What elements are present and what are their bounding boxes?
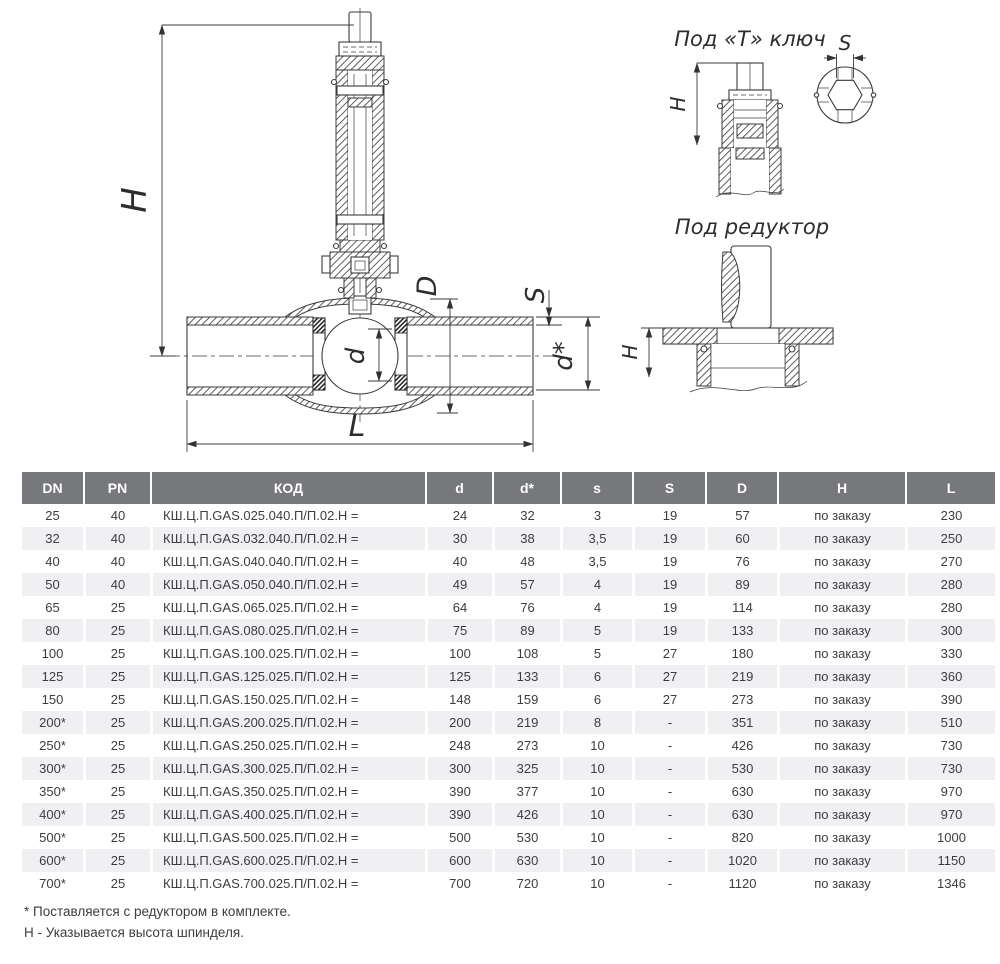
cell-s-small: 10 — [560, 872, 632, 895]
cell-pn: 25 — [83, 596, 150, 619]
cell-d-star: 48 — [492, 550, 560, 573]
cell-kod: КШ.Ц.П.GAS.700.025.П/П.02.Н = — [150, 872, 425, 895]
dimension-d-star — [536, 317, 600, 390]
t-key-detail — [666, 27, 876, 197]
cell-dn: 25 — [45, 508, 60, 523]
dim-label-H: H — [115, 187, 155, 213]
cell-d-big: 351 — [705, 711, 777, 734]
cell-pn: 25 — [83, 872, 150, 895]
cell-s-big: 27 — [632, 688, 705, 711]
cell-s-small: 3 — [560, 504, 632, 527]
spec-table-body — [22, 504, 995, 895]
cell-d-big: 76 — [705, 550, 777, 573]
cell-l: 970 — [905, 803, 995, 826]
cell-s-big: - — [632, 780, 705, 803]
cell-d-big: 1020 — [705, 849, 777, 872]
cell-d: 24 — [425, 504, 492, 527]
cell-l: 730 — [905, 734, 995, 757]
cell-d: 248 — [425, 734, 492, 757]
cell-pn: 25 — [83, 642, 150, 665]
cell-s-big: 19 — [632, 573, 705, 596]
cell-h: по заказу — [777, 596, 905, 619]
cell-pn: 25 — [83, 780, 150, 803]
table-row — [22, 573, 995, 596]
cell-dn: 80 — [22, 619, 83, 642]
cell-d-star: 325 — [492, 757, 560, 780]
cell-kod: КШ.Ц.П.GAS.500.025.П/П.02.Н = — [150, 826, 425, 849]
cell-h: по заказу — [777, 665, 905, 688]
footnotes — [24, 901, 291, 943]
cell-d: 40 — [425, 550, 492, 573]
cell-dn: 600* — [22, 849, 83, 872]
cell-h: по заказу — [777, 780, 905, 803]
cell-s-small: 10 — [560, 826, 632, 849]
cell-d-star: 377 — [492, 780, 560, 803]
cell-s-small: 10 — [560, 734, 632, 757]
cell-pn: 40 — [83, 527, 150, 550]
cell-kod: КШ.Ц.П.GAS.400.025.П/П.02.Н = — [150, 803, 425, 826]
cell-d: 300 — [425, 757, 492, 780]
cell-pn: 25 — [83, 688, 150, 711]
cell-l: 510 — [905, 711, 995, 734]
t-key-title: Под «Т» ключ — [674, 27, 826, 51]
cell-s-big: - — [632, 872, 705, 895]
cell-l: 1000 — [905, 826, 995, 849]
cell-d-big: 89 — [705, 573, 777, 596]
cell-d: 125 — [425, 665, 492, 688]
cell-pn: 25 — [83, 803, 150, 826]
cell-s-big: - — [632, 803, 705, 826]
cell-dn: 50 — [22, 573, 83, 596]
cell-kod: КШ.Ц.П.GAS.080.025.П/П.02.Н = — [150, 619, 425, 642]
cell-dn: 400* — [22, 803, 83, 826]
table-row — [22, 849, 995, 872]
dim-label-d-bore: d — [341, 347, 371, 365]
cell-l: 280 — [905, 573, 995, 596]
table-row — [22, 872, 995, 895]
reducer-detail — [618, 215, 833, 392]
cell-l: 1150 — [905, 849, 995, 872]
cell-d-big: 1120 — [705, 872, 777, 895]
col-header-kod: КОД — [150, 472, 425, 504]
cell-d-big: 114 — [705, 596, 777, 619]
cell-s-big: - — [632, 849, 705, 872]
cell-kod: КШ.Ц.П.GAS.250.025.П/П.02.Н = — [150, 734, 425, 757]
cell-d-big: 820 — [705, 826, 777, 849]
cell-s-big: - — [632, 711, 705, 734]
cell-d-star: 630 — [492, 849, 560, 872]
table-row — [22, 665, 995, 688]
cell-s-small: 3,5 — [560, 527, 632, 550]
cell-s-big: - — [632, 734, 705, 757]
cell-d: 700 — [425, 872, 492, 895]
cell-d-big: 219 — [705, 665, 777, 688]
cell-d-big: 630 — [705, 780, 777, 803]
cell-d-star: 57 — [492, 573, 560, 596]
cell-h: по заказу — [777, 688, 905, 711]
cell-s-big: - — [632, 826, 705, 849]
cell-kod: КШ.Ц.П.GAS.025.040.П/П.02.Н = — [150, 504, 425, 527]
cell-h: по заказу — [777, 504, 905, 527]
col-header-dn: DN — [22, 472, 83, 504]
cell-d: 200 — [425, 711, 492, 734]
cell-dn: 350* — [39, 784, 66, 799]
cell-pn: 25 — [83, 849, 150, 872]
cell-l: 970 — [905, 780, 995, 803]
cell-s-big: 19 — [632, 619, 705, 642]
cell-dn: 250* — [39, 738, 66, 753]
col-header-l: L — [905, 472, 995, 504]
cell-d: 500 — [425, 826, 492, 849]
cell-kod: КШ.Ц.П.GAS.040.040.П/П.02.Н = — [150, 550, 425, 573]
cell-d-star: 273 — [492, 734, 560, 757]
t-key-dim-label-S: S — [838, 31, 852, 55]
cell-kod: КШ.Ц.П.GAS.600.025.П/П.02.Н = — [150, 849, 425, 872]
cell-s-small: 6 — [560, 665, 632, 688]
cell-d-star: 720 — [492, 872, 560, 895]
cell-l: 230 — [905, 504, 995, 527]
cell-h: по заказу — [777, 642, 905, 665]
cell-d: 600 — [425, 849, 492, 872]
table-row — [22, 504, 995, 527]
cell-s-small: 8 — [560, 711, 632, 734]
cell-d-big: 57 — [705, 504, 777, 527]
dim-label-d-star: d* — [549, 341, 579, 371]
table-row — [22, 734, 995, 757]
footnote-spindle-height: Н - Указывается высота шпинделя. — [24, 925, 244, 940]
cell-pn: 40 — [83, 573, 150, 596]
cell-s-small: 5 — [560, 642, 632, 665]
cell-s-small: 5 — [560, 619, 632, 642]
table-row — [22, 803, 995, 826]
col-header-d-star: d* — [492, 472, 560, 504]
cell-kod: КШ.Ц.П.GAS.050.040.П/П.02.Н = — [150, 573, 425, 596]
cell-s-small: 4 — [560, 573, 632, 596]
footnote-reducer: * Поставляется с редуктором в комплекте. — [24, 904, 291, 919]
cell-d-big: 180 — [705, 642, 777, 665]
cell-kod: КШ.Ц.П.GAS.032.040.П/П.02.Н = — [150, 527, 425, 550]
cell-h: по заказу — [777, 527, 905, 550]
cell-d-star: 32 — [492, 504, 560, 527]
cell-pn: 25 — [83, 757, 150, 780]
cell-h: по заказу — [777, 711, 905, 734]
cell-dn: 300* — [22, 757, 83, 780]
table-row — [22, 711, 995, 734]
cell-dn: 40 — [45, 554, 60, 569]
cell-d-star: 530 — [492, 826, 560, 849]
cell-d: 100 — [425, 642, 492, 665]
table-row — [22, 596, 995, 619]
col-header-d-big: D — [705, 472, 777, 504]
cell-d-star: 38 — [492, 527, 560, 550]
cell-h: по заказу — [777, 872, 905, 895]
col-header-d: d — [425, 472, 492, 504]
cell-d-big: 273 — [705, 688, 777, 711]
table-row — [22, 550, 995, 573]
cell-s-big: 19 — [632, 550, 705, 573]
spec-table-container — [22, 472, 995, 895]
cell-d: 64 — [425, 596, 492, 619]
cell-h: по заказу — [777, 550, 905, 573]
cell-pn: 40 — [83, 550, 150, 573]
cell-l: 390 — [905, 688, 995, 711]
cell-kod: КШ.Ц.П.GAS.200.025.П/П.02.Н = — [150, 711, 425, 734]
cell-l: 250 — [905, 527, 995, 550]
col-header-s-small: s — [560, 472, 632, 504]
cell-d-star: 76 — [492, 596, 560, 619]
cell-kod: КШ.Ц.П.GAS.350.025.П/П.02.Н = — [150, 780, 425, 803]
cell-d-star: 108 — [492, 642, 560, 665]
cell-pn: 40 — [83, 504, 150, 527]
cell-dn: 32 — [22, 527, 83, 550]
cell-s-big: 27 — [632, 665, 705, 688]
cell-d-star: 89 — [492, 619, 560, 642]
cell-pn: 25 — [83, 711, 150, 734]
cell-pn: 25 — [83, 619, 150, 642]
cell-kod: КШ.Ц.П.GAS.300.025.П/П.02.Н = — [150, 757, 425, 780]
cell-d: 148 — [425, 688, 492, 711]
main-valve-section — [115, 8, 600, 452]
reducer-title: Под редуктор — [674, 215, 830, 239]
cell-l: 300 — [905, 619, 995, 642]
cell-s-small: 10 — [560, 757, 632, 780]
cell-kod: КШ.Ц.П.GAS.065.025.П/П.02.Н = — [150, 596, 425, 619]
cell-d-big: 133 — [705, 619, 777, 642]
cell-l: 270 — [905, 550, 995, 573]
cell-d: 390 — [425, 803, 492, 826]
col-header-pn: PN — [83, 472, 150, 504]
cell-l: 1346 — [905, 872, 995, 895]
cell-h: по заказу — [777, 619, 905, 642]
cell-dn: 125 — [22, 665, 83, 688]
cell-kod: КШ.Ц.П.GAS.100.025.П/П.02.Н = — [150, 642, 425, 665]
cell-kod: КШ.Ц.П.GAS.150.025.П/П.02.Н = — [150, 688, 425, 711]
valve-technical-drawing — [0, 0, 1000, 468]
cell-dn: 500* — [39, 830, 66, 845]
cell-dn: 200* — [22, 711, 83, 734]
cell-kod: КШ.Ц.П.GAS.125.025.П/П.02.Н = — [150, 665, 425, 688]
cell-h: по заказу — [777, 849, 905, 872]
dim-label-D: D — [412, 275, 443, 297]
t-key-dim-label-H: H — [666, 96, 690, 112]
table-row — [22, 619, 995, 642]
cell-s-small: 6 — [560, 688, 632, 711]
cell-d-big: 426 — [705, 734, 777, 757]
cell-d: 30 — [425, 527, 492, 550]
cell-s-big: 27 — [632, 642, 705, 665]
table-header-row — [22, 472, 995, 504]
cell-d-star: 133 — [492, 665, 560, 688]
cell-l: 360 — [905, 665, 995, 688]
cell-d-big: 630 — [705, 803, 777, 826]
spec-table — [22, 472, 995, 895]
table-row — [22, 757, 995, 780]
cell-s-small: 4 — [560, 596, 632, 619]
dim-label-S-wall: S — [521, 286, 551, 304]
cell-d-star: 219 — [492, 711, 560, 734]
cell-d: 49 — [425, 573, 492, 596]
stem-assembly — [322, 12, 398, 314]
cell-d-star: 159 — [492, 688, 560, 711]
cell-dn: 150 — [41, 692, 64, 707]
table-row — [22, 688, 995, 711]
cell-d-big: 60 — [705, 527, 777, 550]
cell-h: по заказу — [777, 826, 905, 849]
cell-h: по заказу — [777, 803, 905, 826]
cell-s-big: 19 — [632, 504, 705, 527]
col-header-h: H — [777, 472, 905, 504]
reducer-dim-label-H: H — [618, 344, 642, 360]
cell-d: 75 — [425, 619, 492, 642]
table-row — [22, 642, 995, 665]
cell-s-big: 19 — [632, 527, 705, 550]
cell-d: 390 — [425, 780, 492, 803]
cell-d-big: 530 — [705, 757, 777, 780]
table-row — [22, 527, 995, 550]
cell-l: 730 — [905, 757, 995, 780]
cell-dn: 65 — [45, 600, 60, 615]
cell-s-big: - — [632, 757, 705, 780]
cell-dn: 100 — [41, 646, 64, 661]
table-row — [22, 780, 995, 803]
col-header-s-big: S — [632, 472, 705, 504]
cell-h: по заказу — [777, 757, 905, 780]
cell-pn: 25 — [83, 665, 150, 688]
cell-s-small: 3,5 — [560, 550, 632, 573]
cell-h: по заказу — [777, 734, 905, 757]
cell-d-star: 426 — [492, 803, 560, 826]
cell-pn: 25 — [83, 734, 150, 757]
table-row — [22, 826, 995, 849]
cell-s-small: 10 — [560, 780, 632, 803]
cell-pn: 25 — [83, 826, 150, 849]
cell-l: 280 — [905, 596, 995, 619]
cell-s-small: 10 — [560, 803, 632, 826]
cell-s-big: 19 — [632, 596, 705, 619]
cell-h: по заказу — [777, 573, 905, 596]
cell-l: 330 — [905, 642, 995, 665]
cell-s-small: 10 — [560, 849, 632, 872]
cell-dn: 700* — [39, 876, 66, 891]
dim-label-L: L — [348, 409, 366, 444]
